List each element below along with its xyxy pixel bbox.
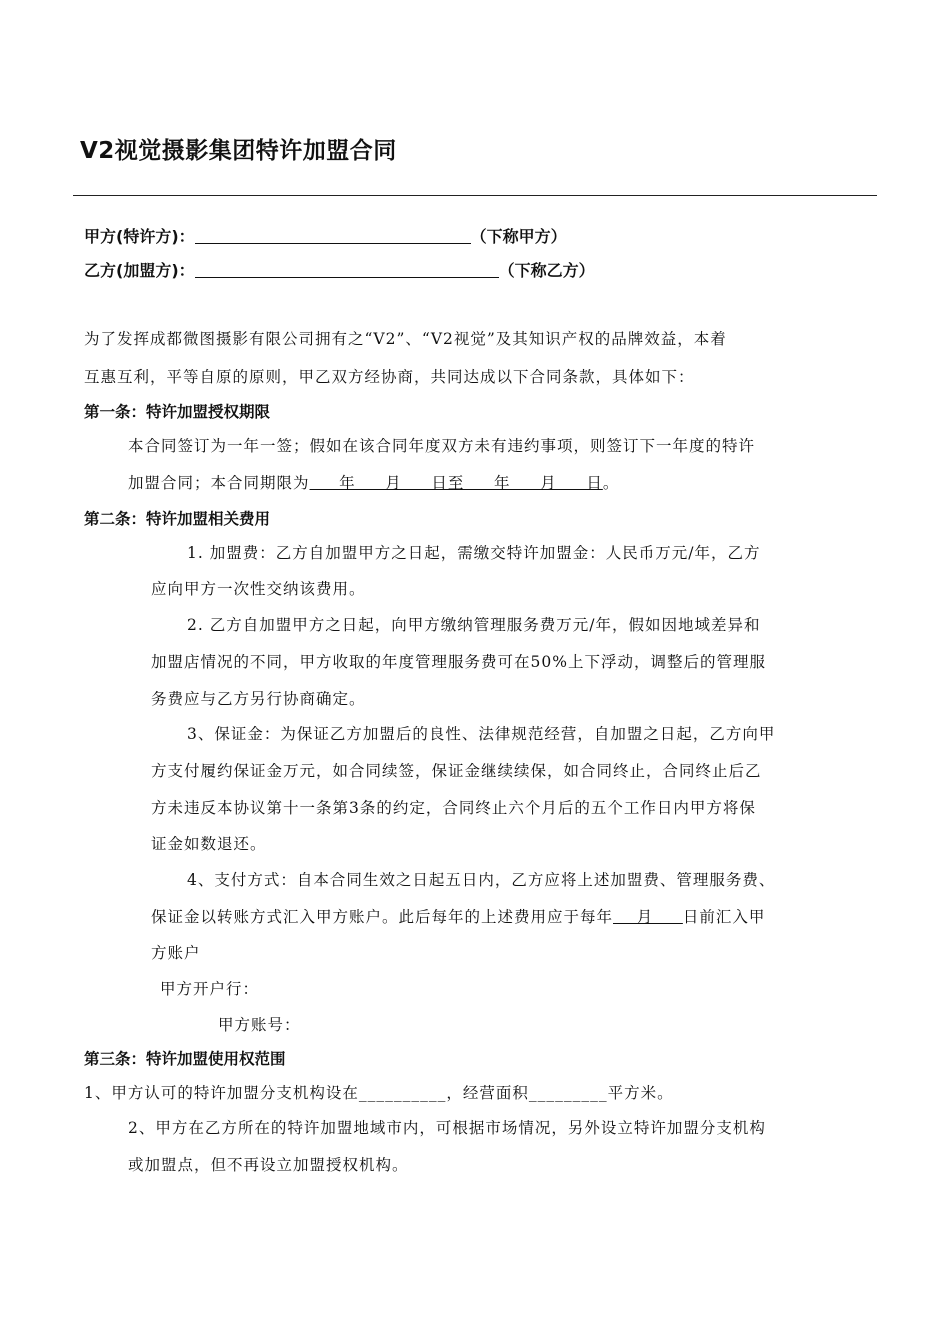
article-2-item-1-line-1: 1. 加盟费：乙方自加盟甲方之日起，需缴交特许加盟金：人民币万元/年，乙方 [187, 544, 761, 562]
article-1-term-end: 。 [602, 474, 620, 492]
article-2-item-3-line-4: 证金如数退还。 [151, 835, 267, 853]
party-a-line [84, 224, 567, 247]
bank-label: 甲方开户行： [160, 980, 260, 998]
article-2-item-4-line-1: 4、支付方式：自本合同生效之日起五日内，乙方应将上述加盟费、管理服务费、 [187, 871, 776, 889]
article-1-heading: 第一条：特许加盟授权期限 [84, 403, 271, 421]
account-label: 甲方账号： [218, 1016, 301, 1034]
article-2-item-3-line-3: 方未违反本协议第十一条第3条的约定，合同终止六个月后的五个工作日内甲方将保 [151, 799, 756, 817]
party-b-label: 乙方(加盟方)： [84, 261, 195, 280]
payment-date-end: 日前汇入甲 [682, 908, 766, 926]
article-2-item-4-line-2 [151, 905, 765, 927]
article-2-item-2-line-1: 2. 乙方自加盟甲方之日起，向甲方缴纳管理服务费万元/年，假如因地域差异和 [187, 616, 761, 634]
article-1-line-1: 本合同签订为一年一签；假如在该合同年度双方未有违约事项，则签订下一年度的特许 [128, 437, 756, 455]
article-2-item-2-line-3: 务费应与乙方另行协商确定。 [151, 690, 366, 708]
article-3-item-2-line-1: 2、甲方在乙方所在的特许加盟地域市内，可根据市场情况，另外设立特许加盟分支机构 [128, 1119, 766, 1137]
article-3-heading: 第三条：特许加盟使用权范围 [84, 1050, 286, 1068]
intro-line-1: 为了发挥成都微图摄影有限公司拥有之“V2”、“V2视觉”及其知识产权的品牌效益，本着 [84, 330, 727, 348]
party-b-line [84, 258, 595, 281]
payment-month-blank: 月 [613, 908, 683, 926]
article-2-item-4-line-3: 方账户 [151, 944, 201, 962]
article-1-line-2 [128, 471, 619, 493]
article-2-item-3-line-1: 3、保证金：为保证乙方加盟后的良性、法律规范经营，自加盟之日起，乙方向甲 [187, 725, 776, 743]
intro-line-2: 互惠互利，平等自原的原则，甲乙双方经协商，共同达成以下合同条款，具体如下： [84, 368, 695, 386]
article-2-item-1-line-2: 应向甲方一次性交纳该费用。 [151, 580, 366, 598]
article-2-item-2-line-2: 加盟店情况的不同，甲方收取的年度管理服务费可在50%上下浮动，调整后的管理服 [151, 653, 766, 671]
title-divider [73, 195, 877, 196]
party-a-suffix: （下称甲方） [470, 227, 567, 246]
article-3-item-2-line-2: 或加盟点，但不再设立加盟授权机构。 [128, 1156, 409, 1174]
party-b-blank [195, 261, 499, 278]
article-1-term-label: 加盟合同；本合同期限为 [128, 474, 310, 492]
party-b-suffix: （下称乙方） [498, 261, 595, 280]
article-2-item-3-line-2: 方支付履约保证金万元，如合同续签，保证金继续续保，如合同终止，合同终止后乙 [151, 762, 762, 780]
payment-date-label: 保证金以转账方式汇入甲方账户。此后每年的上述费用应于每年 [151, 908, 614, 926]
document-title: V2视觉摄影集团特许加盟合同 [80, 138, 397, 164]
party-a-blank [195, 227, 471, 244]
article-1-term-dates: 年 月 日至 年 月 日 [309, 474, 603, 492]
article-3-item-1: 1、甲方认可的特许加盟分支机构设在__________，经营面积_________平方米。 [84, 1084, 674, 1102]
article-2-heading: 第二条：特许加盟相关费用 [84, 510, 271, 528]
party-a-label: 甲方(特许方)： [84, 227, 195, 246]
